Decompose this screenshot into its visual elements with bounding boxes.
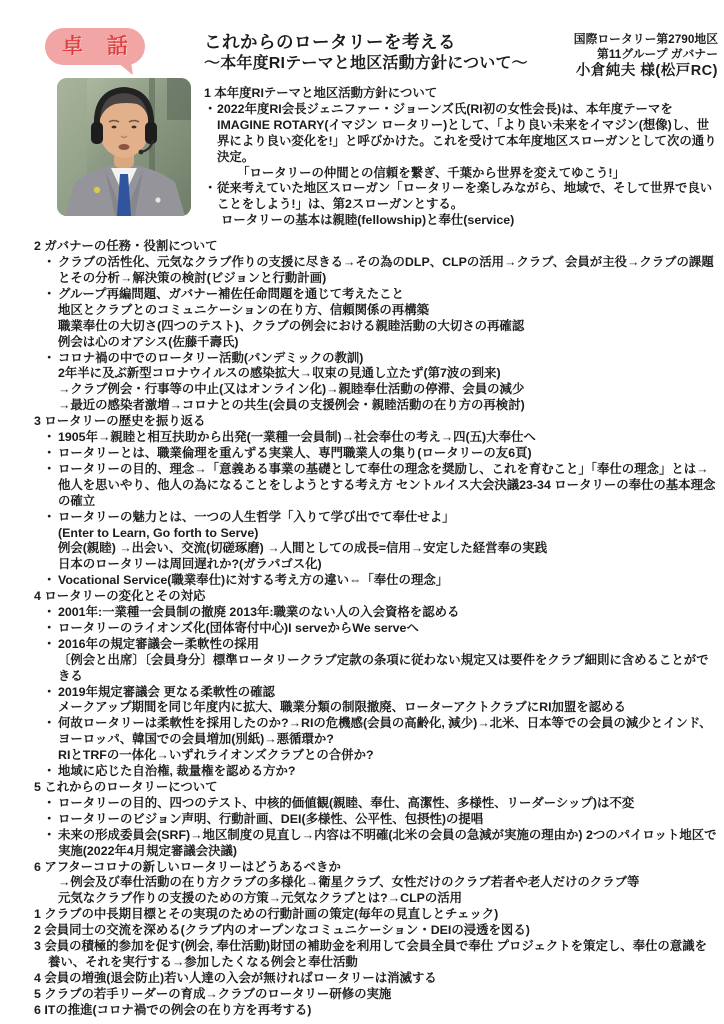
bullet-line: ・ Vocational Service(職業奉仕)に対する考え方の違い⇔「奉仕の理念」: [43, 573, 449, 588]
bullet-marker-icon: ・: [43, 620, 56, 635]
bullet-line: ・ ロータリーのライオンズ化(団体寄付中心)I serveからWe serveへ: [43, 620, 419, 635]
bullet-line: ・ ロータリーのビジョン声明、行動計画、DEI(多様性、公平性、包摂性)の提唱: [43, 811, 484, 826]
section-heading: 4 ロータリーの変化とその対応: [34, 589, 206, 604]
speaker-portrait-illustration: [57, 78, 191, 216]
text-line: (Enter to Learn, Go forth to Serve): [58, 525, 259, 540]
bullet-marker-icon: ・: [43, 636, 56, 651]
text-line: 例会は心のオアシス(佐藤千壽氏): [58, 334, 239, 349]
right-column: [204, 28, 718, 229]
text-line: →クラブ例会・行事等の中止(又はオンライン化)→親睦奉仕活動の停滞、会員の減少: [58, 382, 525, 397]
district-line: 国際ロータリー第2790地区: [573, 32, 718, 46]
bullet-marker-icon: ・: [43, 255, 56, 270]
bullet-marker-icon: ・: [43, 795, 56, 810]
speaker-photo: [57, 78, 191, 216]
left-column: [34, 28, 192, 216]
bullet-line: ・ 1905年→親睦と相互扶助から出発(一業種一会員制)→社会奉仕の考え→四(五)大奉仕へ: [43, 430, 536, 445]
numbered-line: 3 会員の積極的参加を促す(例会, 奉仕活動)財団の補助金を利用して会員全員で奉仕 プロジェクトを策定し、奉仕の意識を養い、それを実行する→参加したくなる例会と奉仕活動: [34, 939, 707, 969]
section: [34, 414, 718, 589]
bullet-line: ・ クラブの活性化、元気なクラブ作りの支援に尽きる→その為のDLP、CLPの活用→クラブ、会員が主役→クラブの課題とその分析→解決策の検討(ビジョンと行動計画): [43, 255, 714, 285]
section: [34, 589, 718, 780]
bullet-marker-icon: ・: [43, 573, 56, 588]
text-line: 地区とクラブとのコミュニケーションの在り方、信頼関係の再構築: [58, 302, 429, 317]
section-heading: 3 ロータリーの歴史を振り返る: [34, 414, 206, 429]
bullet-marker-icon: ・: [43, 811, 56, 826]
bullet-line: ・ 2016年の規定審議会ー柔軟性の採用: [43, 636, 260, 651]
credit-block: [574, 32, 718, 81]
text-line: RIとTRFの一体化→いずれライオンズクラブとの合併か?: [58, 748, 374, 763]
bullet-line: ・ ロータリーとは、職業倫理を重んずる実業人、専門職業人の集り(ロータリーの友6頁): [43, 445, 532, 460]
bullet-line: ・ コロナ禍の中でのロータリー活動(パンデミックの教訓): [43, 350, 364, 365]
speech-bubble-tail-icon: [118, 61, 133, 77]
bullet-line: ・ 2019年規定審議会 更なる柔軟性の確認: [43, 684, 275, 699]
speaker-name: 小倉純夫 様(松戸RC): [575, 63, 718, 80]
numbered-line: 2 会員同士の交流を深める(クラブ内のオープンなコミュニケーション・DEIの浸透を図る): [34, 923, 530, 938]
bullet-line: ・ 何故ロータリーは柔軟性を採用したのか?→RIの危機感(会員の高齢化, 減少)→北米、日本等での会員の減少とインド、ヨーロッパ、韓国での会員増加(別紙)→悪循環か?: [43, 716, 712, 747]
section-heading: 2 ガバナーの任務・役割について: [34, 239, 218, 254]
bullet-line: ・ ロータリーの魅力とは、一つの人生哲学「入りて学び出でて奉仕せよ」: [43, 509, 455, 524]
bullet-marker-icon: ・: [43, 684, 56, 699]
page-subtitle: ～本年度RIテーマと地区活動方針について～: [204, 54, 528, 72]
top-area: [34, 28, 718, 229]
section: [34, 780, 718, 860]
text-line: メークアップ期間を同じ年度内に拡大、職業分類の制限撤廃、ローターアクトクラブにRI加盟を認める: [58, 700, 626, 715]
bullet-line: ・ 未来の形成委員会(SRF)→地区制度の見直し→内容は不明確(北米の会員の急減が実施の理由か) 2つのパイロット地区で実施(2022年4月規定審議会決議): [43, 827, 717, 858]
bullet-line: ・ ロータリーの目的、四つのテスト、中核的価値観(親睦、奉仕、高潔性、多様性、リーダーシップ)は不変: [43, 795, 635, 810]
bullet-marker-icon: ・: [43, 827, 56, 842]
bullet-line: ・ 2001年:一業種一会員制の撤廃 2013年:職業のない人の入会資格を認める: [43, 605, 460, 620]
text-line: ロータリーの基本は親睦(fellowship)と奉仕(service): [221, 213, 515, 228]
bullet-marker-icon: ・: [204, 101, 217, 116]
bullet-marker-icon: ・: [43, 764, 56, 779]
section: [34, 860, 718, 1019]
title-block: [204, 32, 568, 75]
section-heading: 5 これからのロータリーについて: [34, 780, 218, 794]
bullet-marker-icon: ・: [43, 430, 56, 445]
bullet-marker-icon: ・: [204, 181, 217, 196]
bullet-line: ・ 従来考えていた地区スローガン「ロータリーを楽しみながら、地域で、そして世界で良いことをしよう!」は、第2スローガンとする。: [204, 181, 713, 212]
text-line: 例会(親睦) →出会い、交流(切磋琢磨) →人間としての成長=信用→安定した経営奉の実践: [58, 541, 548, 556]
text-line: 元気なクラブ作りの支援のための方策→元気なクラブとは?→CLPの活用: [58, 891, 463, 906]
section-heading: 1 本年度RIテーマと地区活動方針について: [204, 86, 438, 101]
section: [34, 239, 718, 414]
bullet-marker-icon: ・: [43, 286, 56, 301]
numbered-line: 6 ITの推進(コロナ禍での例会の在り方を再考する): [34, 1002, 312, 1017]
text-line: 〔例会と出席〕〔会員身分〕標準ロータリークラブ定款の条項に従わない規定又は要件をクラブ細則に含めることができる: [58, 652, 709, 683]
section-1-items: [204, 102, 718, 229]
body-sections: [34, 239, 718, 1018]
bullet-marker-icon: ・: [43, 716, 56, 731]
bullet-marker-icon: ・: [43, 350, 56, 365]
bullet-marker-icon: ・: [43, 461, 56, 476]
bullet-line: ・ グループ再編問題、ガバナー補佐任命問題を通じて考えたこと: [43, 286, 404, 301]
group-governor-line: 第11グループ ガバナー: [597, 47, 718, 62]
bullet-line: ・ 地域に応じた自治権, 裁量権を認める方か?: [43, 764, 296, 779]
text-line: →例会及び奉仕活動の在り方クラブの多様化→衛星クラブ、女性だけのクラブ若者や老人だけのクラブ等: [58, 875, 640, 890]
takuwa-speech-bubble-badge: [45, 28, 145, 65]
document-header: [204, 32, 718, 81]
section-heading: 6 アフターコロナの新しいロータリーはどうあるべきか: [34, 859, 341, 874]
text-line: 日本のロータリーは周回遅れか?(ガラパゴス化): [58, 557, 322, 572]
numbered-line: 1 クラブの中長期目標とその実現のための行動計画の策定(毎年の見直しとチェック): [34, 907, 499, 922]
badge-label: 卓 話: [62, 35, 137, 58]
bullet-marker-icon: ・: [43, 605, 56, 620]
slogan-line: 「ロータリーの仲間との信頼を繋ぎ、千葉から世界を変えてゆこう!」: [237, 165, 625, 180]
bullet-line: ・ 2022年度RI会長ジェニファー・ジョーンズ氏(RI初の女性会長)は、本年度テーマをIMAGINE ROTARY(イマジン ロータリー)として、「より良い未来をイマジン(想像)し、世界により良い変化を!」と呼びかけた。これを受けて本年度地区スローガンとして次の通り決定。: [204, 101, 717, 164]
bullet-marker-icon: ・: [43, 445, 56, 460]
page-title: これからのロータリーを考える: [204, 32, 456, 52]
numbered-line: 4 会員の増強(退会防止)若い人達の入会が無ければロータリーは消滅する: [34, 970, 437, 985]
text-line: 職業奉仕の大切さ(四つのテスト)、クラブの例会における親睦活動の大切さの再確認: [58, 318, 525, 333]
bullet-marker-icon: ・: [43, 509, 56, 524]
text-line: →最近の感染者激増→コロナとの共生(会員の支援例会・親睦活動の在り方の再検討): [58, 398, 525, 413]
numbered-line: 5 クラブの若手リーダーの育成→クラブのロータリー研修の実施: [34, 986, 392, 1001]
bullet-line: ・ ロータリーの目的、理念→「意義ある事業の基礎として奉仕の理念を奨励し、これを育むこと」「奉仕の理念」とは→他人を思いやり、他人の為になることをしようとする考え方 セントルイス大会決議23-34 ロータリーの奉仕の基本理念の確立: [43, 461, 716, 508]
text-line: 2年半に及ぶ新型コロナウイルスの感染拡大→収束の見通し立たず(第7波の到来): [58, 366, 501, 381]
section-1: [204, 86, 718, 229]
